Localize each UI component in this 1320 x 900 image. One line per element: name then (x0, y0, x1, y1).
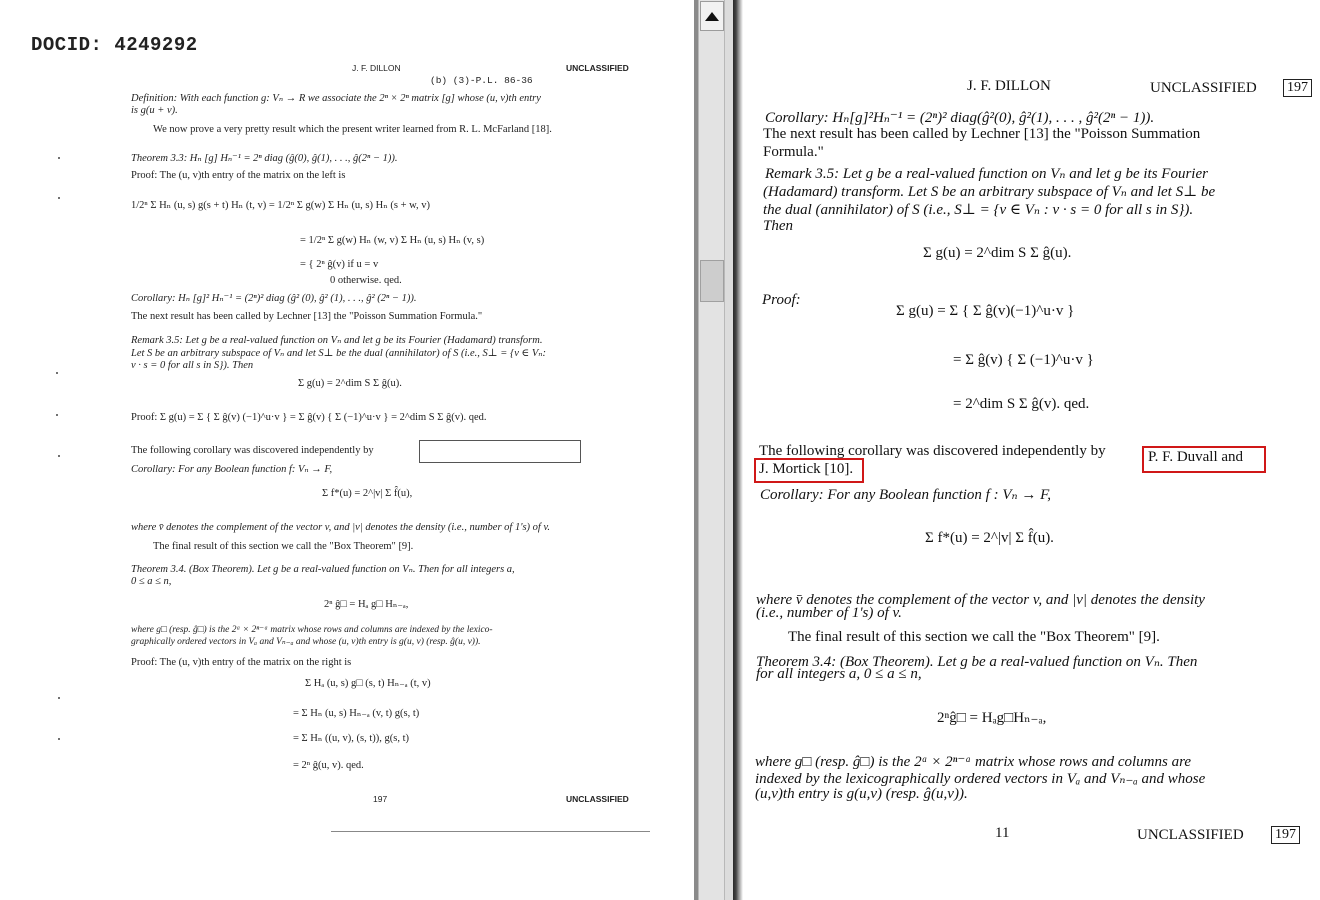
redaction-box (419, 440, 581, 463)
right-footer-box: 197 (1271, 826, 1300, 844)
right-line: The next result has been called by Lechner [13] the "Poisson Summation (763, 126, 1201, 142)
right-line: Theorem 3.4: (Box Theorem). Let g be a real-valued function on Vₙ. Then (756, 654, 1198, 670)
scan-speck (58, 738, 60, 740)
left-line: = Σ Hₙ (u, s) Hₙ₋ₐ (v, t) g(s, t) (293, 708, 420, 719)
left-line: Σ Hₐ (u, s) g□ (s, t) Hₙ₋ₐ (t, v) (305, 678, 431, 689)
right-line: = 2^dim S Σ ĝ(v). qed. (953, 396, 1090, 412)
left-line: Theorem 3.3: Hₙ [g] Hₙ⁻¹ = 2ⁿ diag (ĝ(0), ĝ(1), . . ., ĝ(2ⁿ − 1)). (131, 153, 398, 164)
page-gutter (725, 0, 733, 900)
left-footer-class: UNCLASSIFIED (566, 794, 629, 804)
right-line: Proof: (762, 292, 801, 308)
right-footer-page: 11 (995, 825, 1010, 841)
left-line: = { 2ⁿ ĝ(v) if u = v (300, 259, 379, 270)
left-line: where v̄ denotes the complement of the vector v, and |v| denotes the density (i.e., number of 1's) of v. (131, 522, 550, 533)
scan-speck (58, 697, 60, 699)
left-line: The following corollary was discovered independently by (131, 445, 374, 456)
left-line: Let S be an arbitrary subspace of Vₙ and let S⊥ be the dual (annihilator) of S (i.e., S⊥ = {v ∈ Vₙ: (131, 348, 547, 359)
left-line: We now prove a very pretty result which the present writer learned from R. L. McFarland [18]. (153, 124, 552, 135)
right-header-page: 197 (1283, 79, 1312, 97)
triangle-up-icon (705, 12, 719, 21)
right-line: = Σ ĝ(v) { Σ (−1)^u·v } (953, 352, 1094, 368)
highlighted-author-2: J. Mortick [10]. (759, 461, 854, 477)
right-line: for all integers a, 0 ≤ a ≤ n, (756, 666, 922, 682)
vertical-scrollbar[interactable] (698, 0, 725, 900)
scrollbar-thumb[interactable] (700, 260, 724, 302)
right-line: Σ f*(u) = 2^|v| Σ f̂(u). (925, 530, 1054, 546)
right-line: where v̄ denotes the complement of the vector v, and |v| denotes the density (756, 592, 1205, 608)
left-line: Theorem 3.4. (Box Theorem). Let g be a real-valued function on Vₙ. Then for all integers a, (131, 564, 515, 575)
right-line: Remark 3.5: Let g be a real-valued function on Vₙ and let g be its Fourier (765, 166, 1208, 182)
right-header-page-box (1283, 79, 1312, 97)
highlight-box (1142, 446, 1266, 473)
left-line: 0 otherwise. qed. (330, 275, 402, 286)
right-line: the dual (annihilator) of S (i.e., S⊥ = {v ∈ Vₙ : v · s = 0 for all s in S}). (763, 202, 1194, 218)
left-line: Corollary: Hₙ [g]² Hₙ⁻¹ = (2ⁿ)² diag (ĝ² (0), ĝ² (1), . . ., ĝ² (2ⁿ − 1)). (131, 293, 417, 304)
left-line: graphically ordered vectors in Vₐ and Vₙ₋ₐ and whose (u, v)th entry is g(u, v) (resp. ĝ(u, v)). (131, 637, 481, 647)
left-header-author: J. F. DILLON (352, 63, 401, 73)
left-footer-page: 197 (373, 794, 388, 804)
left-line: 0 ≤ a ≤ n, (131, 576, 172, 587)
right-line: Formula." (763, 144, 824, 160)
right-footer-class: UNCLASSIFIED (1137, 827, 1244, 843)
right-line: Corollary: For any Boolean function f : Vₙ → F, (760, 487, 1052, 503)
left-line: v · s = 0 for all s in S}). Then (131, 360, 254, 371)
left-line: 2ⁿ ĝ□ = Hₐ g□ Hₙ₋ₐ, (324, 599, 409, 610)
right-line: Σ g(u) = Σ { Σ ĝ(v)(−1)^u·v } (896, 303, 1075, 319)
left-line: Σ f*(u) = 2^|v| Σ f̂(u), (322, 488, 413, 499)
right-line: (u,v)th entry is g(u,v) (resp. ĝ(u,v)). (755, 786, 968, 802)
left-line: = Σ Hₙ ((u, v), (s, t)), g(s, t) (293, 733, 410, 744)
left-header-ref: (b) (3)-P.L. 86-36 (430, 75, 533, 86)
scan-speck (58, 455, 60, 457)
right-line: Corollary: Hₙ[g]²Hₙ⁻¹ = (2ⁿ)² diag(ĝ²(0), ĝ²(1), . . . , ĝ²(2ⁿ − 1)). (765, 110, 1155, 126)
right-header-author: J. F. DILLON (967, 78, 1051, 94)
left-line: The final result of this section we call the "Box Theorem" [9]. (153, 541, 414, 552)
right-line: indexed by the lexicographically ordered vectors in Vₐ and Vₙ₋ₐ and whose (755, 771, 1206, 787)
right-line: Then (763, 218, 793, 234)
left-line: Proof: Σ g(u) = Σ { Σ ĝ(v) (−1)^u·v } = Σ ĝ(v) { Σ (−1)^u·v } = 2^dim S Σ ĝ(v). qed. (131, 412, 487, 423)
left-line: Corollary: For any Boolean function f: Vₙ → F, (131, 464, 333, 475)
docid-label: DOCID: 4249292 (31, 34, 198, 56)
left-line: Proof: The (u, v)th entry of the matrix on the right is (131, 657, 352, 668)
typeset-page-right (733, 0, 1320, 900)
left-line: The next result has been called by Lechner [13] the "Poisson Summation Formula." (131, 311, 483, 322)
right-line: The final result of this section we call the "Box Theorem" [9]. (788, 629, 1160, 645)
right-line: 2ⁿĝ□ = Hₐg□Hₙ₋ₐ, (937, 710, 1047, 726)
left-line: Remark 3.5: Let g be a real-valued function on Vₙ and let g be its Fourier (Hadamard) transform. (131, 335, 543, 346)
left-line: = 2ⁿ ĝ(u, v). qed. (293, 760, 364, 771)
right-line: (i.e., number of 1's) of v. (756, 605, 902, 621)
highlight-box (754, 458, 864, 483)
right-header-class: UNCLASSIFIED (1150, 80, 1257, 96)
right-line: The following corollary was discovered independently by (759, 443, 1106, 459)
left-line: is g(u + v). (131, 105, 178, 116)
left-line: Definition: With each function g: Vₙ → R we associate the 2ⁿ × 2ⁿ matrix [g] whose (u, v)th entry (131, 93, 541, 104)
scan-speck (56, 372, 58, 374)
scan-speck (56, 414, 58, 416)
left-line: where g□ (resp. ĝ□) is the 2ᵃ × 2ⁿ⁻ᵃ matrix whose rows and columns are indexed by the lexico- (131, 625, 493, 635)
scroll-up-button[interactable] (700, 1, 724, 31)
scan-speck (58, 157, 60, 159)
right-line: Σ g(u) = 2^dim S Σ ĝ(u). (923, 245, 1072, 261)
right-line: (Hadamard) transform. Let S be an arbitrary subspace of Vₙ and let S⊥ be (763, 184, 1216, 200)
scan-speck (58, 197, 60, 199)
page-rule (331, 831, 650, 832)
right-footer-page-box (1271, 826, 1300, 844)
left-line: Proof: The (u, v)th entry of the matrix on the left is (131, 170, 346, 181)
left-line: 1/2ⁿ Σ Hₙ (u, s) g(s + t) Hₙ (t, v) = 1/2ⁿ Σ g(w) Σ Hₙ (u, s) Hₙ (s + w, v) (131, 200, 431, 211)
right-line: where g□ (resp. ĝ□) is the 2ᵃ × 2ⁿ⁻ᵃ matrix whose rows and columns are (755, 754, 1192, 770)
highlighted-author-1: P. F. Duvall and (1148, 449, 1244, 465)
page-edge-shadow (733, 0, 743, 900)
left-line: Σ g(u) = 2^dim S Σ ĝ(u). (298, 378, 402, 389)
left-line: = 1/2ⁿ Σ g(w) Hₙ (w, v) Σ Hₙ (u, s) Hₙ (v, s) (300, 235, 485, 246)
left-header-class: UNCLASSIFIED (566, 63, 629, 73)
